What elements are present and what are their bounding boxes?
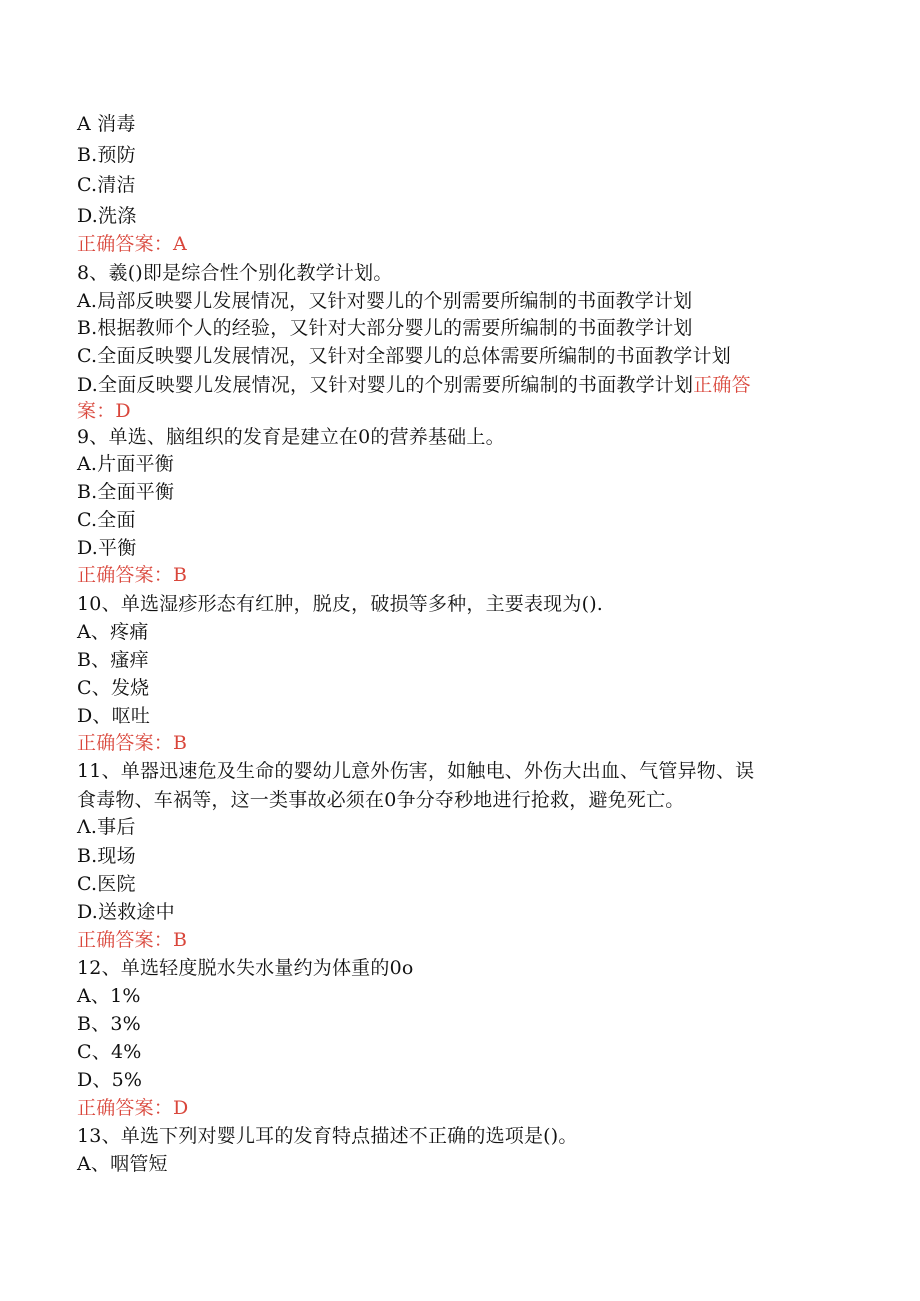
option-line: Λ.事后: [77, 816, 136, 838]
option-line: A.局部反映婴儿发展情况，又针对婴儿的个别需要所编制的书面教学计划: [77, 290, 693, 312]
option-line: A.片面平衡: [77, 453, 174, 475]
option-line: A 消毒: [77, 113, 136, 135]
option-text: D.全面反映婴儿发展情况，又针对婴儿的个别需要所编制的书面教学计划: [77, 374, 694, 396]
option-line: C、发烧: [77, 677, 150, 699]
option-line: A、1%: [77, 985, 141, 1007]
answer-text-start: 正确答: [693, 374, 751, 396]
option-line: D、5%: [77, 1069, 143, 1091]
option-line: A、疼痛: [77, 621, 149, 643]
answer-line: 正确答案：B: [77, 929, 188, 951]
answer-line: 正确答案：A: [77, 233, 187, 255]
option-line: C.医院: [77, 873, 136, 895]
question-line: 13、单选下列对婴儿耳的发育特点描述不正确的选项是()。: [77, 1125, 578, 1147]
option-line: B、瘙痒: [77, 649, 149, 671]
option-line: B.根据教师个人的经验，又针对大部分婴儿的需要所编制的书面教学计划: [77, 317, 693, 339]
answer-text-end: 案：D: [77, 400, 131, 422]
option-line: C、4%: [77, 1041, 142, 1063]
option-line: B.全面平衡: [77, 481, 175, 503]
option-line: C.全面反映婴儿发展情况，又针对全部婴儿的总体需要所编制的书面教学计划: [77, 345, 731, 367]
question-line: 11、单器迅速危及生命的婴幼儿意外伤害，如触电、外伤大出血、气管异物、误: [77, 760, 755, 782]
question-line: 9、单选、脑组织的发育是建立在0的营养基础上。: [77, 426, 505, 448]
option-line: C.清洁: [77, 174, 136, 196]
option-line: D、呕吐: [77, 705, 151, 727]
question-line: 12、单选轻度脱水失水量约为体重的0o: [77, 957, 414, 979]
answer-line: 正确答案：D: [77, 1097, 189, 1119]
question-line: 10、单选湿疹形态有红肿，脱皮，破损等多种，主要表现为().: [77, 593, 604, 615]
option-line: A、咽管短: [77, 1153, 168, 1175]
question-line: 食毒物、车祸等，这一类事故必须在0争分夺秒地进行抢救，避免死亡。: [77, 789, 685, 811]
option-line: B.预防: [77, 144, 136, 166]
answer-line-continued: [77, 397, 131, 425]
option-line: D.洗涤: [77, 205, 137, 227]
question-line: 8、羲()即是综合性个别化教学计划。: [77, 262, 393, 284]
option-line: B.现场: [77, 845, 136, 867]
option-line: D.送救途中: [77, 901, 175, 923]
option-line: B、3%: [77, 1013, 141, 1035]
answer-line: 正确答案：B: [77, 564, 188, 586]
option-line: D.平衡: [77, 537, 137, 559]
option-line: C.全面: [77, 509, 136, 531]
option-line-with-answer: [77, 371, 751, 399]
answer-line: 正确答案：B: [77, 732, 188, 754]
